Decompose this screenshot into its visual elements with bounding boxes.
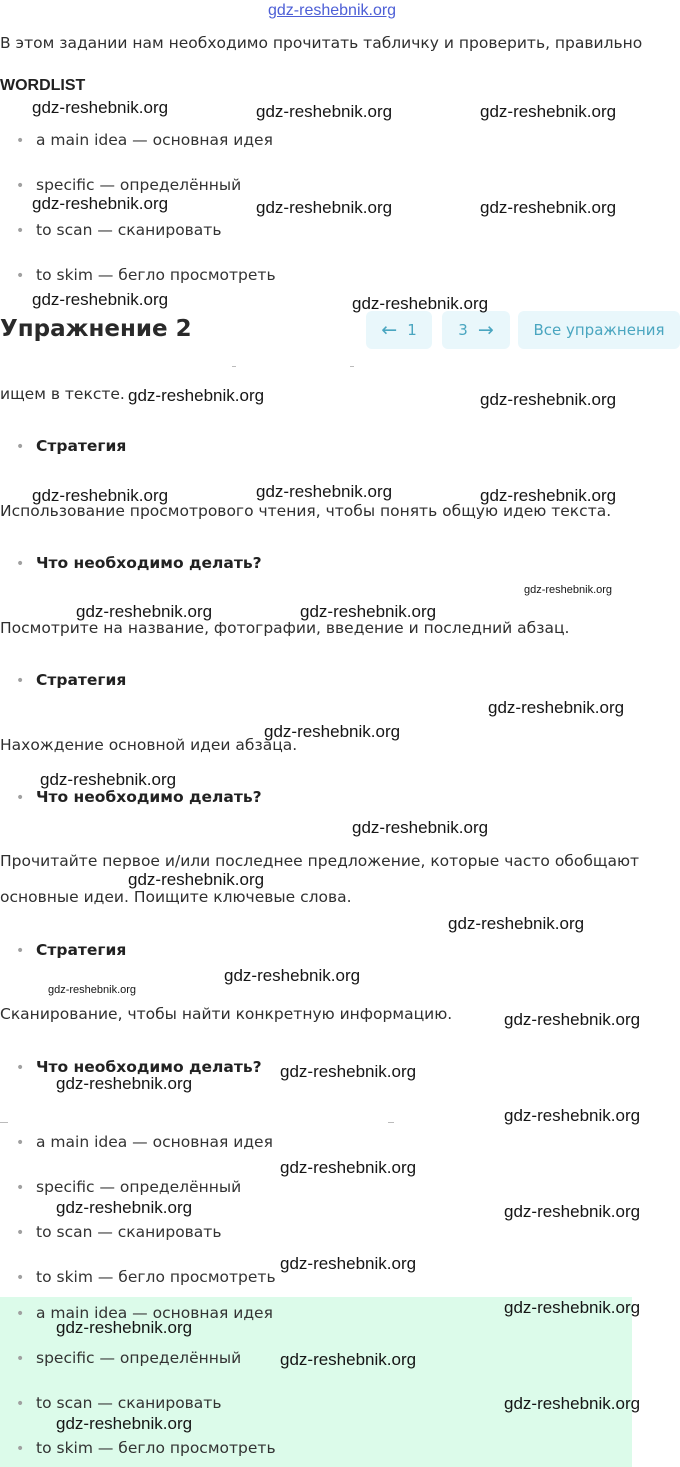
cut-text: ищем в тексте. [0,385,125,403]
watermark-top[interactable]: gdz-reshebnik.org [268,2,397,19]
watermark: gdz-reshebnik.org [280,1254,417,1273]
watermark: gdz-reshebnik.org [224,966,361,985]
todo-text-line-2: основные идеи. Поищите ключевые слова. [0,888,352,906]
strategy-heading: Стратегия [36,941,127,959]
watermark: gdz-reshebnik.org [128,386,265,405]
wordlist-title: WORDLIST [0,77,86,94]
list-item: to skim — бегло просмотреть [36,1268,276,1286]
list-item: specific — определённый [36,1178,242,1196]
watermark: gdz-reshebnik.org [256,102,393,121]
watermark: gdz-reshebnik.org [480,198,617,217]
watermark: gdz-reshebnik.org [504,1106,641,1125]
next-exercise-button[interactable] [442,311,510,349]
watermark: gdz-reshebnik.org [128,870,265,889]
watermark: gdz-reshebnik.org [480,102,617,121]
bullet: • [16,268,25,284]
watermark: gdz-reshebnik.org [448,914,585,933]
watermark: gdz-reshebnik.org [76,602,213,621]
strategy-text: Использование просмотрового чтения, чтобы понять общую идею текста. [0,502,612,520]
watermark: gdz-reshebnik.org [56,1318,193,1337]
todo-heading: Что необходимо делать? [36,1058,262,1076]
strategy-text: Нахождение основной идеи абзаца. [0,736,298,754]
bullet: • [16,1351,25,1367]
intro-text: В этом задании нам необходимо прочитать табличку и проверить, правильно [0,34,643,52]
prev-exercise-number: 1 [407,321,417,339]
bullet: • [16,1060,25,1076]
watermark: gdz-reshebnik.org [56,1074,193,1093]
bullet: • [16,439,25,455]
bullet: • [16,1270,25,1286]
todo-heading: Что необходимо делать? [36,554,262,572]
prev-exercise-button[interactable] [366,311,432,349]
watermark: gdz-reshebnik.org [504,1394,641,1413]
bullet: • [16,133,25,149]
watermark: gdz-reshebnik.org [480,390,617,409]
next-exercise-number: 3 [458,321,468,339]
watermark: gdz-reshebnik.org [300,602,437,621]
cut-edge [350,366,354,367]
list-item: specific — определённый [36,176,242,194]
list-item: to scan — сканировать [36,1394,222,1412]
list-item: a main idea — основная идея [36,1304,273,1322]
bullet: • [16,1180,25,1196]
watermark: gdz-reshebnik.org [352,818,489,837]
bullet: • [16,1306,25,1322]
list-item: a main idea — основная идея [36,1133,273,1151]
watermark: gdz-reshebnik.org [256,482,393,501]
cut-edge [388,1122,394,1123]
all-exercises-button[interactable]: Все упражнения [518,311,680,349]
watermark: gdz-reshebnik.org [48,984,137,996]
watermark: gdz-reshebnik.org [504,1010,641,1029]
cut-edge [232,366,236,367]
bullet: • [16,1225,25,1241]
bullet: • [16,223,25,239]
watermark: gdz-reshebnik.org [504,1298,641,1317]
list-item: to skim — бегло просмотреть [36,266,276,284]
watermark: gdz-reshebnik.org [256,198,393,217]
watermark: gdz-reshebnik.org [280,1062,417,1081]
watermark: gdz-reshebnik.org [488,698,625,717]
bullet: • [16,1441,25,1457]
watermark: gdz-reshebnik.org [32,98,169,117]
watermark: gdz-reshebnik.org [352,294,489,313]
watermark: gdz-reshebnik.org [56,1414,193,1433]
watermark: gdz-reshebnik.org [32,194,169,213]
watermark: gdz-reshebnik.org [32,486,169,505]
arrow-right-icon: → [477,319,494,341]
strategy-heading: Стратегия [36,671,127,689]
todo-heading: Что необходимо делать? [36,788,262,806]
todo-text: Посмотрите на название, фотографии, введение и последний абзац. [0,619,570,637]
strategy-text: Сканирование, чтобы найти конкретную информацию. [0,1005,453,1023]
watermark: gdz-reshebnik.org [280,1158,417,1177]
arrow-left-icon: ← [381,319,398,341]
list-item: to scan — сканировать [36,1223,222,1241]
watermark: gdz-reshebnik.org [264,722,401,741]
bullet: • [16,673,25,689]
list-item: specific — определённый [36,1349,242,1367]
watermark: gdz-reshebnik.org [480,486,617,505]
bullet: • [16,556,25,572]
bullet: • [16,1396,25,1412]
watermark: gdz-reshebnik.org [56,1198,193,1217]
bullet: • [16,943,25,959]
watermark: gdz-reshebnik.org [40,770,177,789]
todo-text-line-1: Прочитайте первое и/или последнее предложение, которые часто обобщают [0,852,640,870]
exercise-title: Упражнение 2 [0,316,192,342]
list-item: to skim — бегло просмотреть [36,1439,276,1457]
watermark: gdz-reshebnik.org [32,290,169,309]
watermark: gdz-reshebnik.org [524,584,613,596]
watermark: gdz-reshebnik.org [504,1202,641,1221]
list-item: a main idea — основная идея [36,131,273,149]
bullet: • [16,178,25,194]
bullet: • [16,1135,25,1151]
list-item: to scan — сканировать [36,221,222,239]
bullet: • [16,790,25,806]
strategy-heading: Стратегия [36,437,127,455]
cut-edge [0,1122,8,1123]
watermark: gdz-reshebnik.org [280,1350,417,1369]
